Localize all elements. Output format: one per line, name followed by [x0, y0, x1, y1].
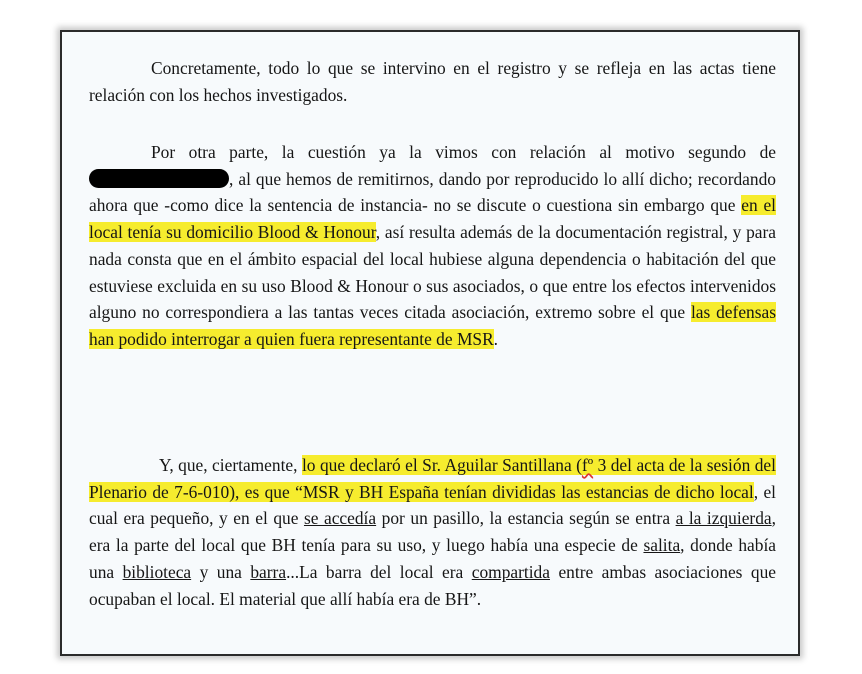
paragraph-3-text-c: por un pasillo, la estancia según se entra	[376, 508, 676, 529]
paragraph-1-text: Concretamente, todo lo que se intervino en el registro y se refleja en las actas tiene relación con los hechos investigados.	[89, 58, 776, 105]
underline-compartida: compartida	[471, 561, 550, 582]
underline-salita: salita	[643, 535, 681, 556]
paragraph-1	[89, 55, 776, 108]
underline-biblioteca: biblioteca	[122, 561, 192, 582]
highlight-defensas: las defensas han podido interrogar a quien fuera representante de MSR	[89, 302, 776, 349]
spellcheck-folio: fº	[581, 455, 594, 475]
paragraph-3-text-e: , donde había una	[89, 535, 777, 582]
underline-se-accedia: se accedía	[303, 508, 377, 529]
document-page	[60, 30, 800, 656]
paragraph-3-text-f: y una	[191, 561, 251, 582]
underline-barra: barra	[250, 561, 287, 582]
paragraph-2-text-b: , al que hemos de remitirnos, dando por reproducido lo allí dicho; recordando ahora que -como dice la sentencia de instancia- no se discute o cuestiona sin embargo que	[89, 168, 776, 216]
highlight-declaracion-a: lo que declaró el Sr. Aguilar Santillana (	[301, 455, 582, 475]
paragraph-2-text-c: , así resulta además de la documentación registral, y para nada consta que en el ámbito espacial del local hubiese alguna dependencia o habitación del que estuviese excluida en su uso Blood & Honour o sus asociados, o que entre los efectos intervenidos alguno no correspondiera a las tantas veces citada asociación, extremo sobre el que	[89, 222, 776, 323]
paragraph-2-text-d: .	[493, 328, 499, 349]
paragraph-3-text-b: , el cual era pequeño, y en el que	[89, 481, 777, 529]
paragraph-3-text-g: ...La barra del local era	[286, 561, 472, 582]
paragraph-2-text-a: Por otra parte, la cuestión ya la vimos con relación al motivo segundo de	[151, 142, 776, 162]
redaction-bar	[89, 169, 229, 188]
underline-izquierda: a la izquierda	[675, 508, 772, 529]
paragraph-3-text-d: , era la parte del local que BH tenía para su uso, y luego había una especie de	[89, 508, 776, 556]
highlight-declaracion-b: 3 del acta de la sesión del Plenario de 7-6-010), es que “MSR y BH España tenían divididas las estancias de dicho local	[89, 455, 776, 502]
highlight-domicilio: en el local tenía su domicilio Blood & Honour	[89, 195, 777, 243]
paragraph-3-text-a: Y, que, ciertamente,	[159, 455, 302, 475]
paragraph-3	[89, 452, 776, 612]
paragraph-3-text-h: entre ambas asociaciones que ocupaban el local. El material que allí había era de BH”.	[89, 561, 776, 609]
paragraph-2	[89, 139, 776, 353]
